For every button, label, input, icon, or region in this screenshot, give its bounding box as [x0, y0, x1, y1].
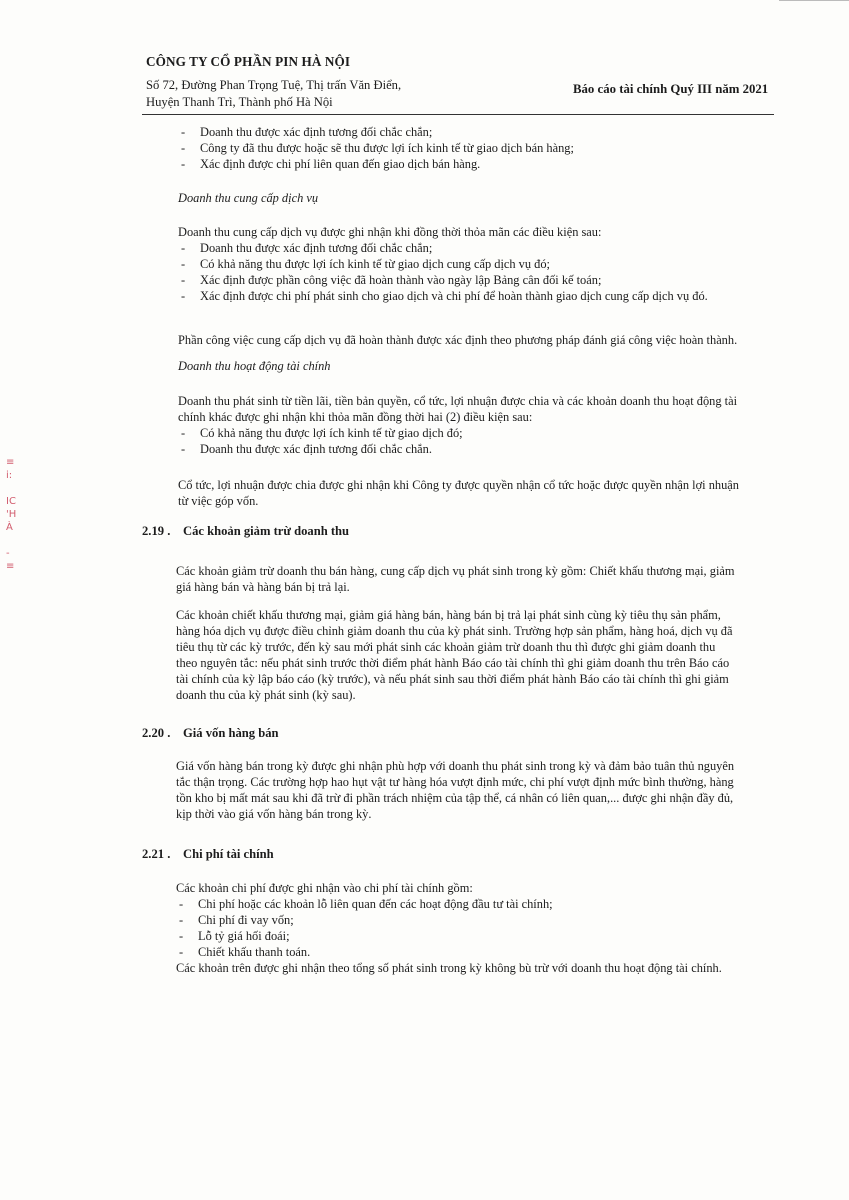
- section-title: Chi phí tài chính: [183, 847, 274, 861]
- text-line: doanh thu của kỳ phát sinh (kỳ sau).: [176, 688, 356, 702]
- list-item: - Chiết khấu thanh toán.: [176, 944, 776, 960]
- service-revenue-heading: Doanh thu cung cấp dịch vụ: [178, 191, 319, 205]
- text-line: tồn kho bị mất mát sau khi đã trừ đi phần trách nhiệm của tập thể, cá nhân có liên quan,... được ghi nhận đầy đủ,: [176, 791, 734, 805]
- section-title: Các khoản giảm trừ doanh thu: [183, 524, 350, 538]
- list-item: - Lỗ tỷ giá hối đoái;: [176, 928, 776, 944]
- company-address: [146, 77, 401, 111]
- sales-conditions-list: [178, 124, 778, 172]
- text-line: kịp thời vào giá vốn hàng bán trong kỳ.: [176, 807, 372, 821]
- list-item: - Doanh thu được xác định tương đối chắc chắn.: [178, 441, 778, 457]
- dividend-line-1: Cổ tức, lợi nhuận được chia được ghi nhận khi Công ty được quyền nhận cổ tức hoặc được quyền nhận lợi nhuận: [178, 478, 740, 492]
- financial-revenue-block: [178, 393, 778, 457]
- section-2-20-heading: [142, 726, 279, 741]
- dividend-line-2: từ việc góp vốn.: [178, 494, 259, 508]
- list-item: - Chi phí đi vay vốn;: [176, 912, 776, 928]
- list-item: - Có khả năng thu được lợi ích kinh tế từ giao dịch cung cấp dịch vụ đó;: [178, 256, 778, 272]
- list-item: - Doanh thu được xác định tương đối chắc chắn;: [178, 124, 778, 140]
- financial-intro-line-2: chính khác được ghi nhận khi thỏa mãn đồng thời hai (2) điều kiện sau:: [178, 410, 533, 424]
- report-title: Báo cáo tài chính Quý III năm 2021: [573, 82, 769, 96]
- list-item: - Chi phí hoặc các khoản lỗ liên quan đến các hoạt động đầu tư tài chính;: [176, 896, 776, 912]
- financial-expenses-closing: Các khoản trên được ghi nhận theo tổng số phát sinh trong kỳ không bù trừ với doanh thu hoạt động tài chính.: [176, 961, 722, 975]
- text-line: giá hàng bán và hàng bán bị trả lại.: [176, 580, 350, 594]
- text-line: Các khoản giảm trừ doanh thu bán hàng, cung cấp dịch vụ phát sinh trong kỳ gồm: Chiết khấu thương mại, giảm: [176, 564, 735, 578]
- section-number: 2.19 .: [142, 524, 171, 538]
- margin-stamp-fragments: ≡ i: IC 'H À - ≡: [6, 457, 17, 572]
- list-item: - Công ty đã thu được hoặc sẽ thu được lợi ích kinh tế từ giao dịch bán hàng;: [178, 140, 778, 156]
- cost-of-goods-paragraph: [176, 758, 776, 822]
- service-note: Phần công việc cung cấp dịch vụ đã hoàn thành được xác định theo phương pháp đánh giá công việc hoàn thành.: [178, 333, 738, 347]
- company-name: CÔNG TY CỔ PHẦN PIN HÀ NỘI: [146, 54, 351, 69]
- section-title: Giá vốn hàng bán: [183, 726, 279, 740]
- text-line: Các khoản chiết khấu thương mại, giảm giá hàng bán, hàng bán bị trả lại phát sinh cùng kỳ tiêu thụ sản phẩm,: [176, 608, 721, 622]
- list-item: - Xác định được chi phí liên quan đến giao dịch bán hàng.: [178, 156, 778, 172]
- financial-expenses-block: [176, 880, 776, 976]
- header-divider: [142, 114, 774, 115]
- address-line-1: Số 72, Đường Phan Trọng Tuệ, Thị trấn Văn Điển,: [146, 78, 402, 92]
- text-line: hàng hóa dịch vụ được điều chỉnh giảm doanh thu của kỳ phát sinh. Trường hợp sản phẩm, hàng hoá, dịch vụ đã: [176, 624, 733, 638]
- list-item: - Doanh thu được xác định tương đối chắc chắn;: [178, 240, 778, 256]
- list-item: - Xác định được chi phí phát sinh cho giao dịch và chi phí để hoàn thành giao dịch cung cấp dịch vụ đó.: [178, 288, 778, 304]
- text-line: tắc thận trọng. Các trường hợp hao hụt vật tư hàng hóa vượt định mức, chi phí vượt định mức bình thường, hàng: [176, 775, 734, 789]
- deductions-paragraph-1: [176, 563, 776, 595]
- financial-revenue-heading: Doanh thu hoạt động tài chính: [178, 359, 331, 373]
- text-line: theo nguyên tắc: nếu phát sinh trước thời điểm phát hành Báo cáo tài chính thì ghi giảm doanh thu trên Báo cáo: [176, 656, 730, 670]
- service-revenue-block: [178, 224, 778, 304]
- text-line: tài chính của kỳ lập báo cáo (kỳ trước), và nếu phát sinh sau thời điểm phát hành Báo cáo tài chính thì ghi giảm: [176, 672, 729, 686]
- section-number: 2.21 .: [142, 847, 171, 861]
- list-item: - Xác định được phần công việc đã hoàn thành vào ngày lập Bảng cân đối kế toán;: [178, 272, 778, 288]
- section-2-21-heading: [142, 847, 274, 862]
- section-number: 2.20 .: [142, 726, 171, 740]
- dividend-paragraph: [178, 477, 778, 509]
- text-line: Giá vốn hàng bán trong kỳ được ghi nhận phù hợp với doanh thu phát sinh trong kỳ và đảm bảo tuân thủ nguyên: [176, 759, 735, 773]
- text-line: tiêu thụ từ các kỳ trước, đến kỳ sau mới phát sinh các khoản giảm trừ doanh thu thì được ghi giảm doanh thu: [176, 640, 716, 654]
- scan-edge-line: [779, 0, 849, 1]
- section-2-19-heading: [142, 524, 349, 539]
- financial-expenses-intro: Các khoản chi phí được ghi nhận vào chi phí tài chính gồm:: [176, 881, 473, 895]
- address-line-2: Huyện Thanh Trì, Thành phố Hà Nội: [146, 95, 333, 109]
- deductions-paragraph-2: [176, 607, 776, 703]
- financial-intro-line-1: Doanh thu phát sinh từ tiền lãi, tiền bản quyền, cổ tức, lợi nhuận được chia và các khoản doanh thu hoạt động tài: [178, 394, 738, 408]
- list-item: - Có khả năng thu được lợi ích kinh tế từ giao dịch đó;: [178, 425, 778, 441]
- service-intro: Doanh thu cung cấp dịch vụ được ghi nhận khi đồng thời thỏa mãn các điều kiện sau:: [178, 225, 602, 239]
